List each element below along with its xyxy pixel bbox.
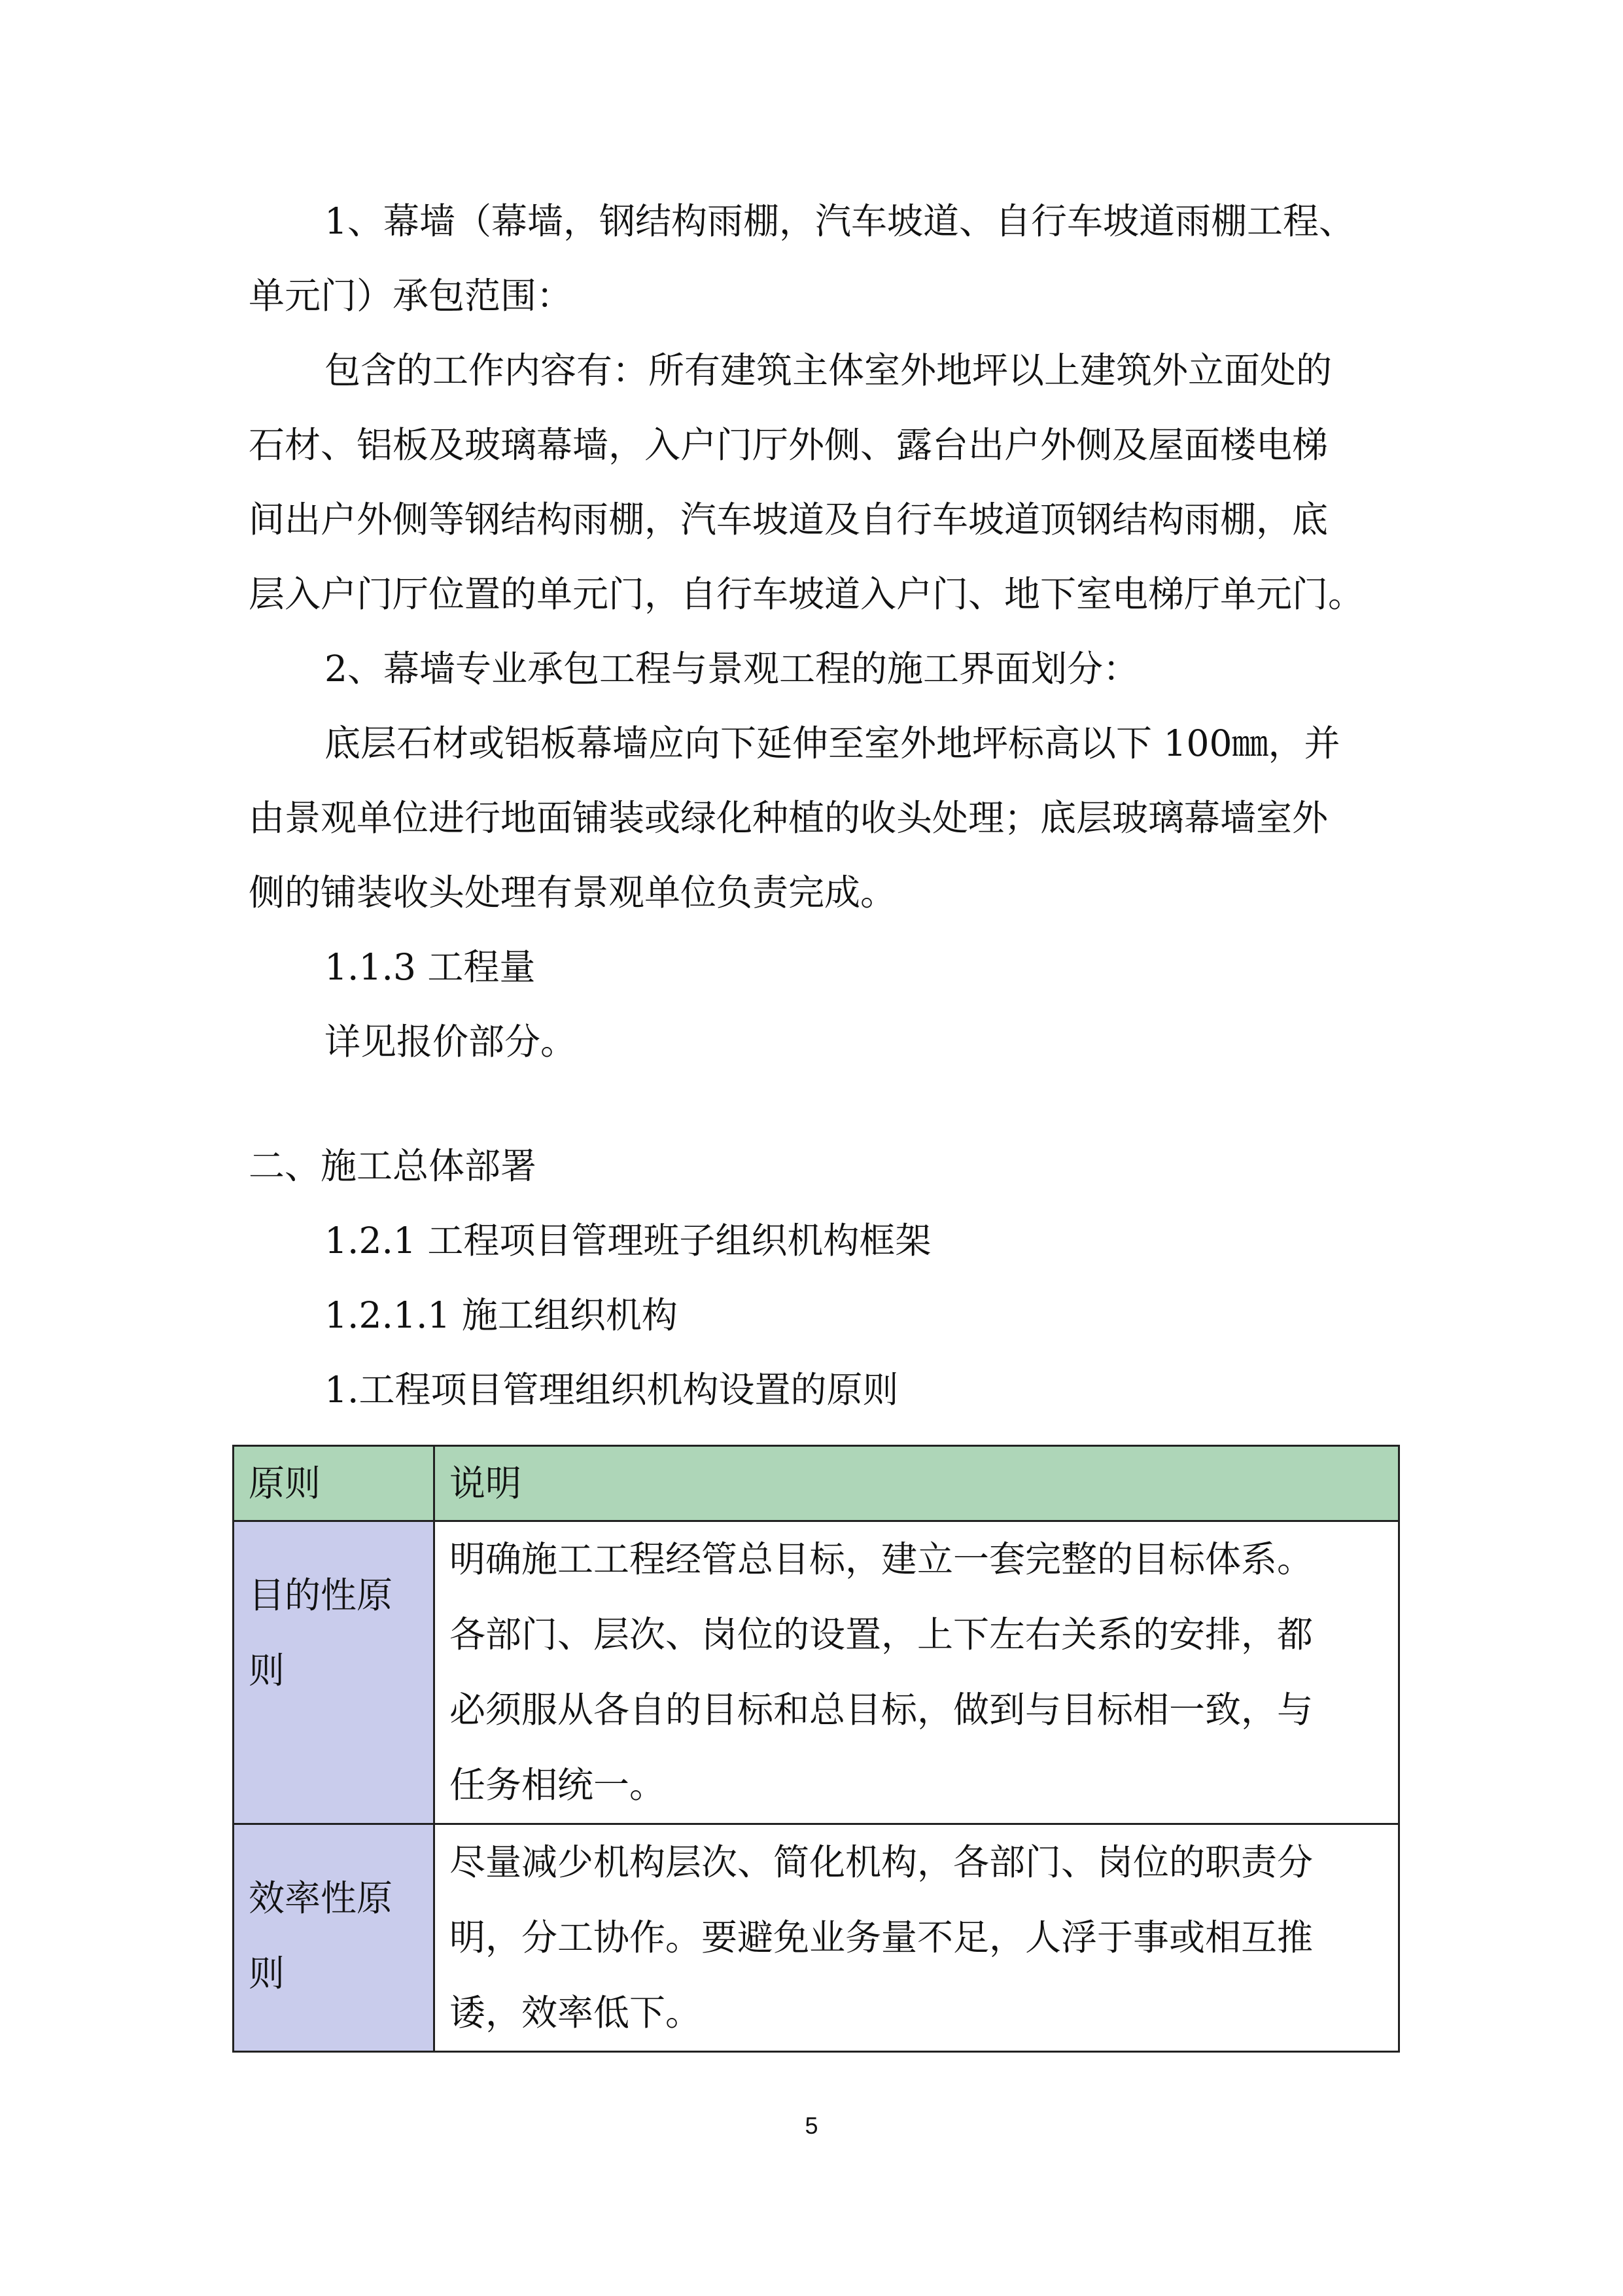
principle-description-cell bbox=[434, 1824, 1399, 2052]
desc-line: 明，分工协作。要避免业务量不足，人浮于事或相互推 bbox=[449, 1916, 1314, 1958]
paragraph-line: 石材、铝板及玻璃幕墙，入户门厅外侧、露台出户外侧及屋面楼电梯 bbox=[249, 424, 1329, 466]
paragraph-line: 包含的工作内容有：所有建筑主体室外地坪以上建筑外立面处的 bbox=[324, 349, 1333, 391]
paragraph-line: 由景观单位进行地面铺装或绿化种植的收头处理；底层玻璃幕墙室外 bbox=[249, 797, 1329, 839]
section-heading: 1.工程项目管理组织机构设置的原则 bbox=[324, 1369, 899, 1411]
paragraph-line: 2、幕墙专业承包工程与景观工程的施工界面划分： bbox=[324, 648, 1139, 690]
principle-description-cell bbox=[434, 1521, 1399, 1824]
paragraph-line: 间出户外侧等钢结构雨棚，汽车坡道及自行车坡道顶钢结构雨棚，底 bbox=[249, 499, 1329, 540]
label-line: 则 bbox=[249, 1650, 285, 1691]
principle-label-cell bbox=[234, 1521, 434, 1824]
table-row bbox=[234, 1521, 1399, 1824]
label-line: 效率性原 bbox=[249, 1877, 393, 1919]
chapter-heading: 二、施工总体部署 bbox=[249, 1145, 537, 1187]
principles-table bbox=[232, 1445, 1400, 2053]
table-header-row bbox=[234, 1446, 1399, 1521]
section-heading: 1.2.1.1 施工组织机构 bbox=[324, 1294, 678, 1336]
paragraph-line: 层入户门厅位置的单元门，自行车坡道入户门、地下室电梯厅单元门。 bbox=[249, 573, 1365, 615]
label-line: 则 bbox=[249, 1952, 285, 1994]
paragraph-line: 底层石材或铝板幕墙应向下延伸至室外地坪标高以下 100㎜，并 bbox=[324, 722, 1340, 764]
paragraph-line: 详见报价部分。 bbox=[324, 1021, 577, 1063]
section-heading: 1.1.3 工程量 bbox=[324, 946, 536, 988]
label-line: 目的性原 bbox=[249, 1574, 393, 1616]
section-heading: 1.2.1 工程项目管理班子组织机构框架 bbox=[324, 1220, 932, 1262]
principle-label-cell bbox=[234, 1824, 434, 2052]
desc-line: 各部门、层次、岗位的设置，上下左右关系的安排，都 bbox=[449, 1614, 1314, 1655]
paragraph-line: 1、幕墙（幕墙，钢结构雨棚，汽车坡道、自行车坡道雨棚工程、 bbox=[324, 200, 1355, 242]
desc-line: 尽量减少机构层次、简化机构，各部门、岗位的职责分 bbox=[449, 1841, 1314, 1883]
desc-line: 诿，效率低下。 bbox=[449, 1992, 702, 2034]
paragraph-line: 侧的铺装收头处理有景观单位负责完成。 bbox=[249, 872, 897, 913]
desc-line: 任务相统一。 bbox=[449, 1764, 666, 1806]
header-cell-principle: 原则 bbox=[234, 1446, 434, 1521]
desc-line: 明确施工工程经管总目标，建立一套完整的目标体系。 bbox=[449, 1538, 1314, 1580]
table-row bbox=[234, 1824, 1399, 2052]
paragraph-line: 单元门）承包范围： bbox=[249, 275, 573, 317]
header-cell-description: 说明 bbox=[434, 1446, 1399, 1521]
page-number: 5 bbox=[805, 2112, 818, 2139]
desc-line: 必须服从各自的目标和总目标，做到与目标相一致，与 bbox=[449, 1689, 1314, 1731]
